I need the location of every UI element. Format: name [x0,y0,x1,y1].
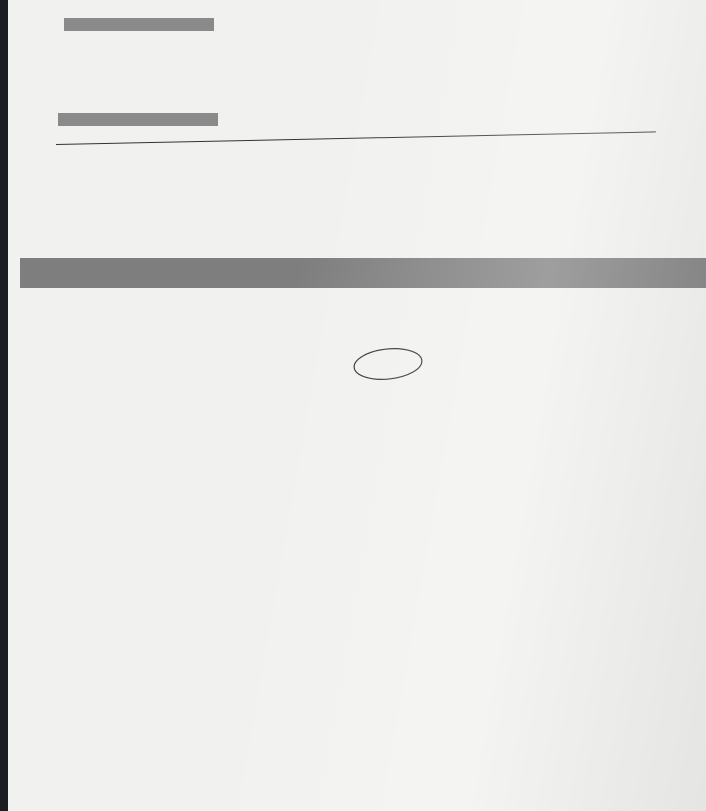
close-button[interactable] [4,12,16,24]
hand-drawn-circle [350,346,426,382]
results-columns [20,274,706,288]
maximize-button[interactable] [46,12,58,24]
patient-section-header [64,18,214,31]
report-document [8,0,706,811]
window-controls [4,12,58,24]
study-divider [56,131,656,145]
results-header [20,258,706,274]
study-section-header [58,113,218,126]
minimize-button[interactable] [25,12,37,24]
